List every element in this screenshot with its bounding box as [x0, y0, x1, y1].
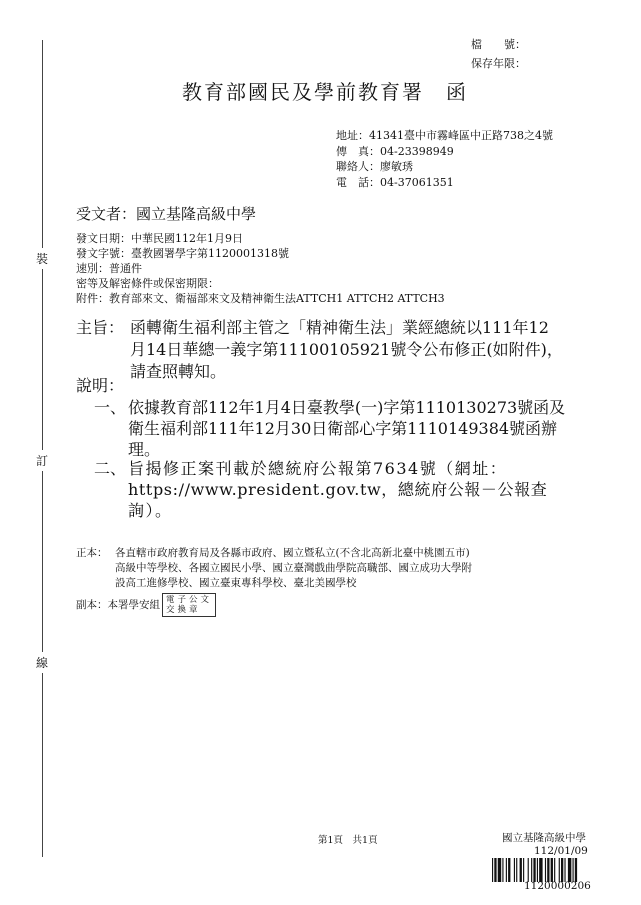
footer-school: 國立基隆高級中學: [502, 832, 586, 844]
fax-line: 傳 真：04-23398949: [336, 144, 454, 158]
subject-text: [130, 317, 620, 383]
contact-block: [336, 128, 553, 190]
attachments-line: 附件：教育部來文、衛福部來文及精神衛生法ATTCH1 ATTCH2 ATTCH3: [76, 292, 445, 305]
cc-main-list: [115, 546, 615, 591]
issue-date: 發文日期：中華民國112年1月9日: [76, 232, 243, 245]
explanation-label: 說明：: [76, 376, 125, 395]
subject-label: 主旨：: [76, 318, 125, 337]
subject-line: 月14日華總一義字第11100105921號令公布修正(如附件)，: [130, 340, 563, 359]
file-number-label: 檔 號：: [471, 38, 526, 51]
cc-copy-label: 副本：: [76, 599, 108, 611]
explanation-line: 衛生福利部111年12月30日衛部心字第1110149384號函辦: [128, 419, 558, 438]
margin-mark-top: 裝: [36, 248, 48, 269]
phone-line: 電 話：04-37061351: [336, 175, 454, 189]
barcode-number: 1120000206: [524, 880, 591, 892]
document-number: 發文字號：臺教國署學字第1120001318號: [76, 247, 289, 260]
explanation-item-1: [128, 397, 628, 460]
subject-line: 請查照轉知。: [130, 362, 227, 381]
binding-rule-line: [42, 40, 43, 857]
document-title: [182, 76, 468, 105]
footer-date: 112/01/09: [534, 845, 588, 857]
explanation-line: 旨揭修正案刊載於總統府公報第7634號（網址：: [128, 459, 508, 478]
explanation-line: 理。: [128, 440, 161, 459]
explanation-item-2: [128, 458, 628, 521]
margin-mark-bottom: 線: [36, 652, 48, 673]
electronic-exchange-stamp: 電子公文 交換章: [162, 593, 216, 617]
agency-name: 教育部國民及學前教育署: [182, 80, 424, 104]
explanation-line: https://www.president.gov.tw，總統府公報－公報查: [128, 480, 548, 499]
margin-mark-middle: 訂: [36, 450, 48, 471]
barcode-image: [490, 858, 620, 882]
document-type: 函: [446, 80, 468, 104]
contact-person-line: 聯絡人：廖敏琇: [336, 160, 413, 173]
delivery-speed: 速別：普通件: [76, 262, 142, 275]
subject-line: 函轉衛生福利部主管之「精神衛生法」業經總統以111年12: [130, 318, 549, 337]
page-number: 第1頁 共1頁: [318, 835, 378, 846]
explanation-line: 詢）。: [128, 501, 173, 520]
address-line: 地址：41341臺中市霧峰區中正路738之4號: [336, 129, 553, 142]
cc-main-line: 高級中等學校、各國立國民小學、國立臺灣戲曲學院高職部、國立成功大學附: [115, 562, 472, 574]
explanation-item-number: 二、: [94, 459, 127, 478]
cc-main-line: 各直轄市政府教育局及各縣市政府、國立暨私立(不含北高新北臺中桃園五市): [115, 547, 470, 559]
explanation-item-number: 一、: [94, 398, 127, 417]
recipient-line: 受文者：國立基隆高級中學: [76, 205, 257, 223]
cc-copy-text: 本署學安組: [107, 599, 160, 611]
cc-main-label: 正本：: [76, 547, 108, 559]
explanation-line: 依據教育部112年1月4日臺教學(一)字第1110130273號函及: [128, 398, 566, 417]
cc-copy-row: [76, 593, 216, 617]
secrecy-line: 密等及解密條件或保密期限：: [76, 277, 219, 290]
cc-main-line: 設高工進修學校、國立臺東專科學校、臺北美國學校: [115, 577, 357, 589]
meta-block: [76, 231, 445, 306]
retention-label: 保存年限：: [471, 57, 526, 70]
